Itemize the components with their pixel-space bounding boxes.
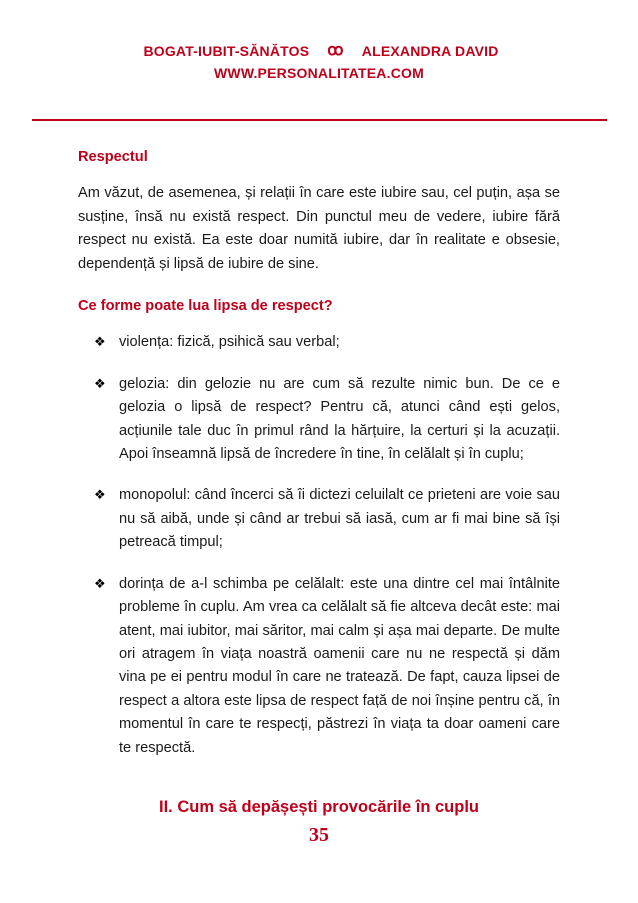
diamond-bullet-icon: ❖ <box>94 488 106 504</box>
header-book-title: BOGAT-IUBIT-SĂNĂTOS <box>143 43 310 59</box>
header-website: WWW.PERSONALITATEA.COM <box>214 65 424 81</box>
header-ornament-icon: ꝏ <box>327 42 344 59</box>
list-item-text: gelozia: din gelozie nu are cum să rezulte nimic bun. De ce e gelozia o lipsă de respect? Pentru că, atunci când ești gelos, acțiunile tale duc în primul rând la hărțuire, la certuri și la acuzații. Apoi înseamnă lipsă de încredere în tine, în celălalt și în cuplu; <box>119 375 560 463</box>
header-title-line <box>0 40 638 62</box>
list-item-text: monopolul: când încerci să îi dictezi celuilalt ce prieteni are voie sau nu să aibă, unde și când ar trebui să iasă, cum ar fi mai bine să își petreacă timpul; <box>119 487 560 551</box>
list-item <box>94 373 560 467</box>
page-number: 35 <box>309 824 329 846</box>
header-divider <box>32 119 607 121</box>
list-item <box>94 573 560 760</box>
diamond-bullet-icon: ❖ <box>94 376 106 392</box>
page-body <box>78 146 560 778</box>
list-item-text: violența: fizică, psihică sau verbal; <box>119 334 340 351</box>
diamond-bullet-icon: ❖ <box>94 576 106 592</box>
section-paragraph: Am văzut, de asemenea, și relații în care este iubire sau, cel puțin, așa se susține, însă nu există respect. Din punctul meu de vedere, iubire fără respect nu există. Ea este doar numită iubire, dar în realitate e obsesie, dependență și lipsă de iubire de sine. <box>78 185 560 272</box>
list-item <box>94 331 560 354</box>
chapter-heading: II. Cum să depășești provocările în cuplu <box>158 798 479 816</box>
diamond-bullet-icon: ❖ <box>94 335 106 351</box>
subsection-title: Ce forme poate lua lipsa de respect? <box>78 298 333 315</box>
section-title: Respectul <box>78 149 148 165</box>
header-author: ALEXANDRA DAVID <box>361 43 499 59</box>
page-header <box>0 40 638 84</box>
list-item <box>94 484 560 554</box>
list-item-text: dorința de a-l schimba pe celălalt: este una dintre cel mai întâlnite probleme în cuplu. Am vrea ca celălalt să fie altceva decât este: mai atent, mai iubitor, mai săritor, mai calm și așa mai departe. De multe ori atragem în viața noastră oamenii care nu ne respectă și dăm vina pe ei pentru modul în care ne tratează. De fapt, cauza lipsei de respect a altora este lipsa de respect față de noi înșine pentru că, în momentul în care te respecți, păstrezi în viața ta doar oameni care te respectă. <box>119 575 560 756</box>
bullet-list <box>78 331 560 760</box>
